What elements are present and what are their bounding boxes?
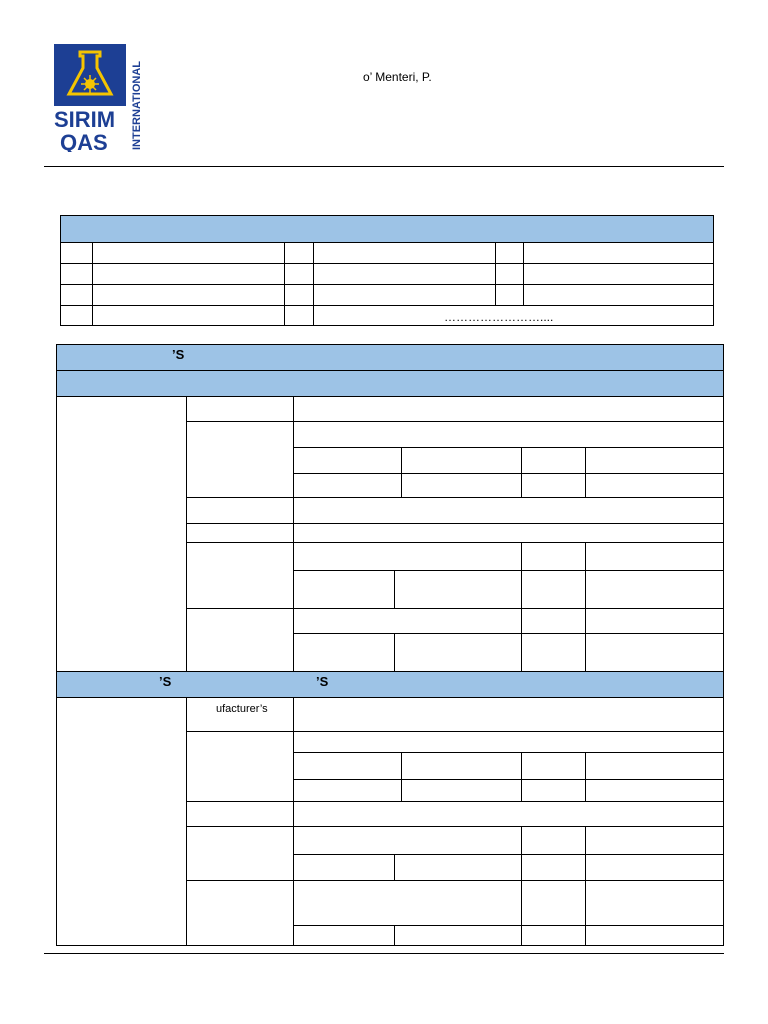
svg-text:QAS: QAS bbox=[60, 130, 108, 152]
section2-header bbox=[57, 672, 723, 697]
sirim-qas-logo bbox=[54, 44, 143, 152]
info-table-header bbox=[61, 216, 713, 242]
section1-subheader bbox=[57, 371, 723, 396]
header-reference-text: o’ Menteri, P. bbox=[363, 70, 432, 84]
section2-title-right: ’S bbox=[316, 674, 329, 689]
section1-header bbox=[57, 345, 723, 370]
section2-title-left: ’S bbox=[159, 674, 172, 689]
manufacturer-label: ufacturer’s bbox=[216, 703, 268, 715]
section1-title: ’S bbox=[172, 347, 185, 362]
footer-divider bbox=[44, 953, 724, 954]
svg-text:INTERNATIONAL: INTERNATIONAL bbox=[131, 60, 143, 150]
details-table bbox=[56, 344, 724, 946]
dotted-field: …………………….... bbox=[444, 310, 554, 324]
info-table bbox=[60, 215, 714, 326]
svg-text:SIRIM: SIRIM bbox=[54, 107, 116, 132]
header-divider bbox=[44, 166, 724, 167]
